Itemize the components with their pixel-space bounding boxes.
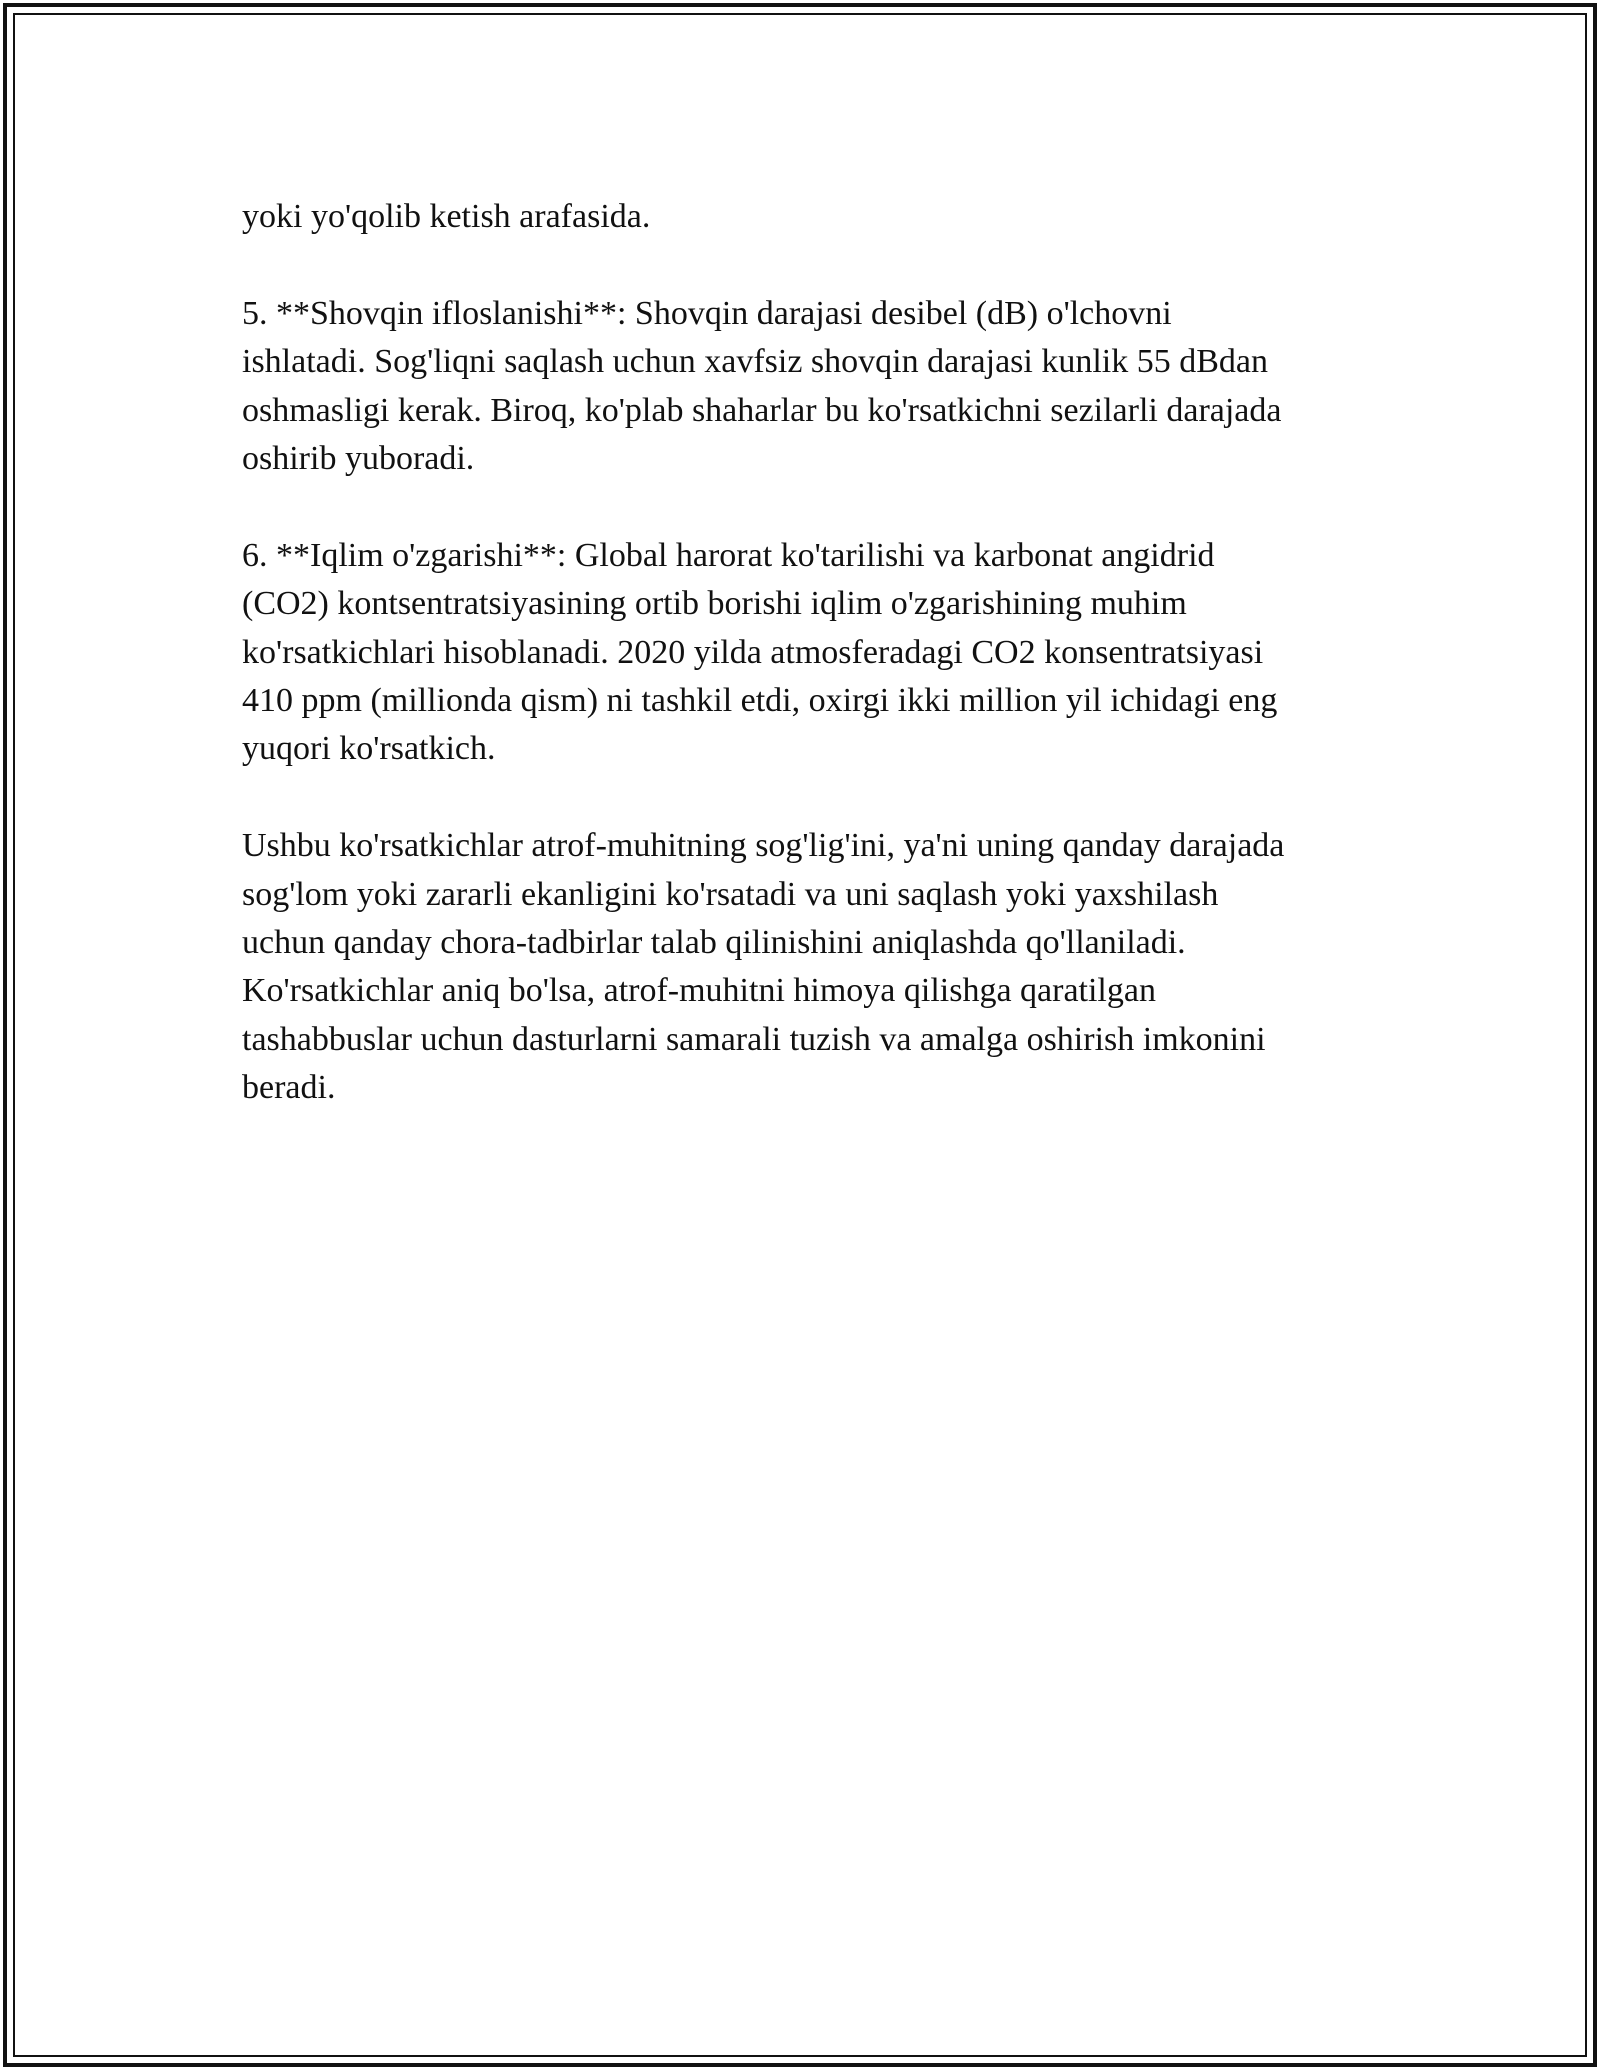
paragraph-noise-pollution: 5. **Shovqin ifloslanishi**: Shovqin darajasi desibel (dB) o'lchovni ishlatadi. Sog'liqni saqlash uchun xavfsiz shovqin darajasi kunlik 55 dBdan oshmasligi kerak. Biroq, ko'plab shaharlar bu ko'rsatkichni sezilarli darajada oshirib yuboradi. [242,294,1282,478]
paragraph-conclusion: Ushbu ko'rsatkichlar atrof-muhitning sog'lig'ini, ya'ni uning qanday darajada sog'lom yoki zararli ekanligini ko'rsatadi va uni saqlash yoki yaxshilash uchun qanday chora-tadbirlar talab qilinishini aniqlashda qo'llaniladi. Ko'rsatkichlar aniq bo'lsa, atrof-muhitni himoya qilishga qaratilgan tashabbuslar uchun dasturlarni samarali tuzish va amalga oshirish imkonini beradi. [242,827,1285,1107]
page-frame [3,3,1597,2067]
paragraph-climate-change: 6. **Iqlim o'zgarishi**: Global harorat ko'tarilishi va karbonat angidrid (CO2) kontsentratsiyasining ortib borishi iqlim o'zgarishining muhim ko'rsatkichlari hisoblanadi. 2020 yilda atmosferadagi CO2 konsentratsiyasi 410 ppm (millionda qism) ni tashkil etdi, oxirgi ikki million yil ichidagi eng yuqori ko'rsatkich. [242,536,1278,768]
document-body [242,193,1382,1161]
paragraph-continuation: yoki yo'qolib ketish arafasida. [242,198,651,235]
